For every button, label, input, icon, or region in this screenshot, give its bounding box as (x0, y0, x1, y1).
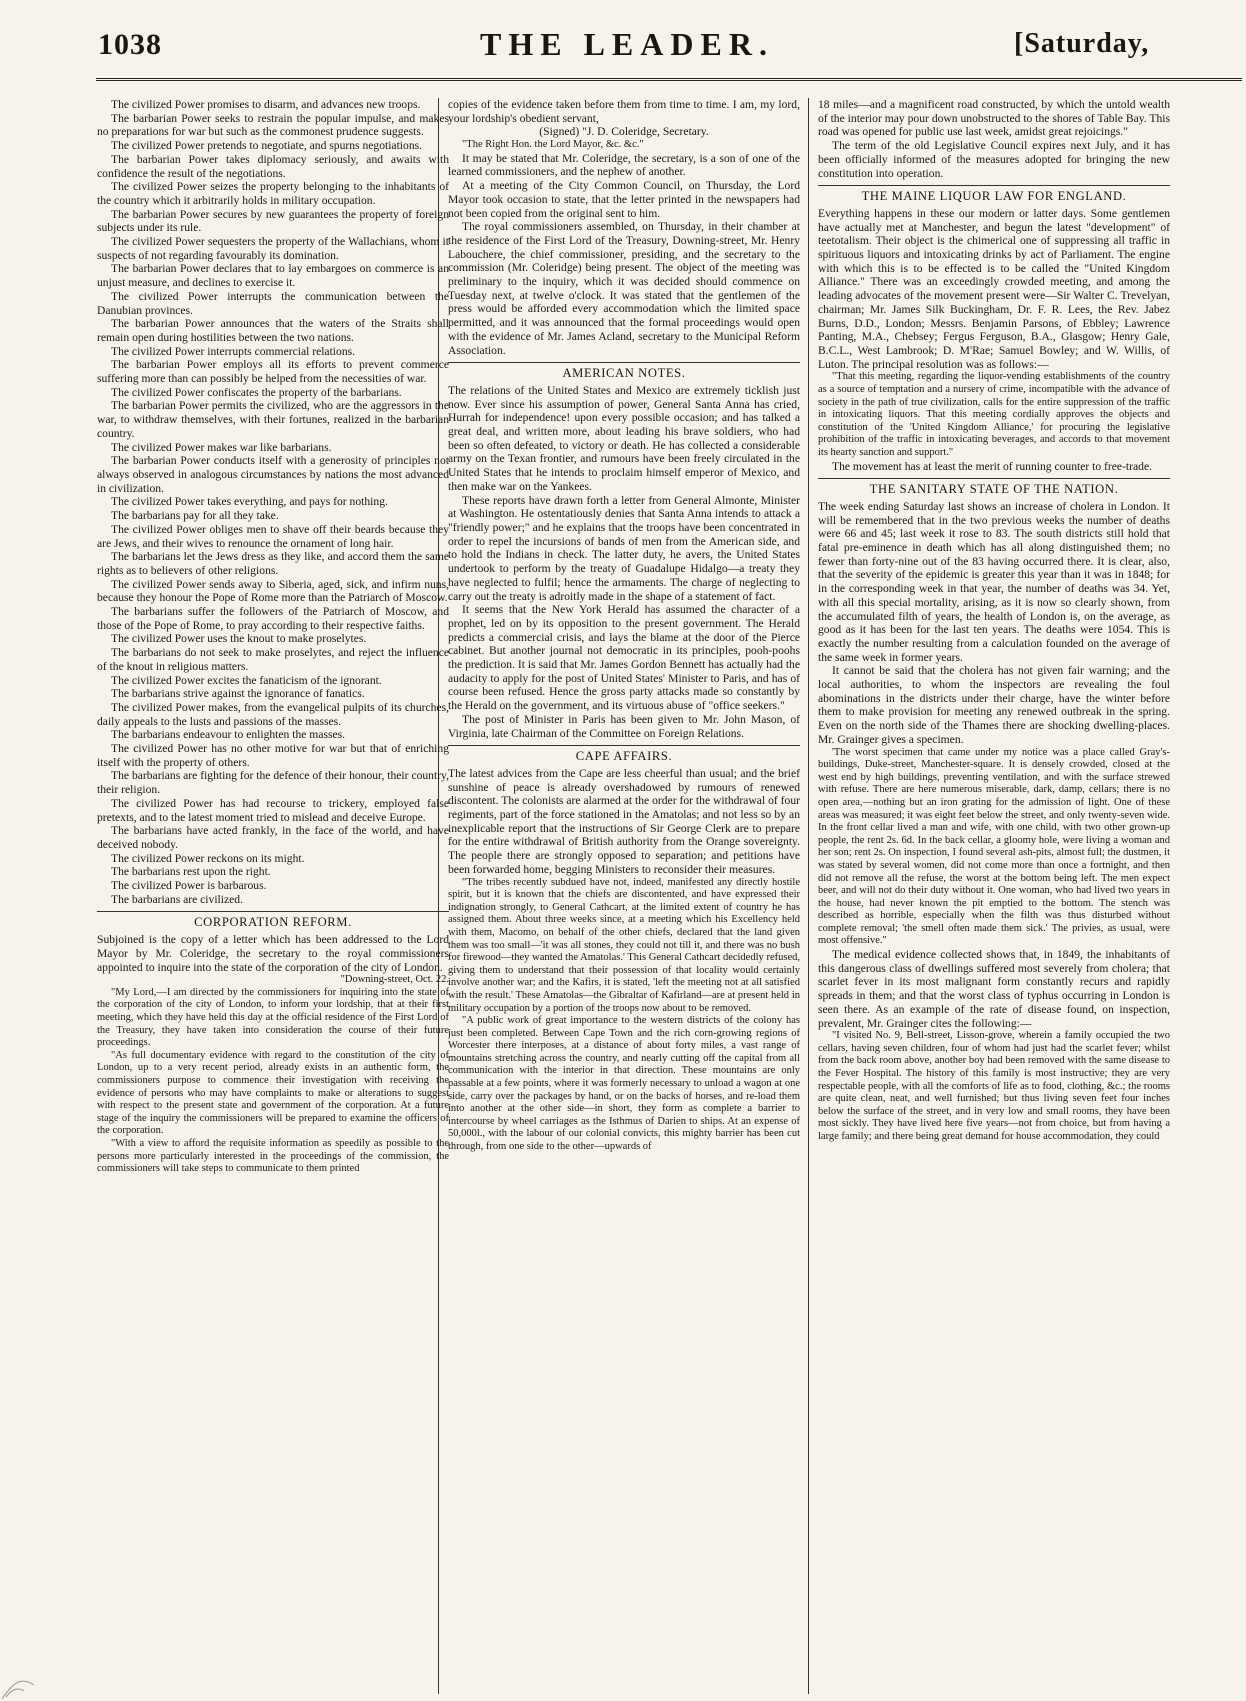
page-number: 1038 (98, 28, 162, 61)
paragraph: The civilized Power has no other motive for war but that of enriching itself with the property of others. (97, 742, 449, 769)
paragraph: It may be stated that Mr. Coleridge, the secretary, is a son of one of the learned commissioners, and the nephew of another. (448, 151, 800, 179)
section-heading-american-notes: AMERICAN NOTES. (448, 362, 800, 381)
masthead (0, 0, 1246, 90)
paragraph: The civilized Power pretends to negotiate, and spurns negotiations. (111, 139, 423, 153)
paragraph: The civilized Power sequesters the property of the Wallachians, whom it suspects of not regarding favourably its domination. (97, 235, 449, 262)
paragraph: The civilized Power interrupts commercial relations. (111, 344, 356, 358)
paragraph: The civilized Power reckons on its might. (111, 851, 305, 865)
paragraph: It seems that the New York Herald has assumed the character of a prophet, led on by its opposition to the present government. The Herald predicts a commercial crisis, and lays the blame at the door of the Pierce cabinet. But another journal not democratic in its principles, pooh-poohs the prediction. It is said that Mr. James Gordon Bennett has actually had the audacity to apply for the post of United States' Minister to Paris, and has of course been refused. Hence the gross party attacks made so constantly by the Herald on the government, and its virtuous abuse of "office seekers." (448, 603, 800, 713)
paragraph: The barbarian Power takes diplomacy seriously, and awaits with confidence the result of the negotiations. (97, 152, 449, 180)
margin-ornament (0, 1641, 60, 1701)
paragraph: The barbarians let the Jews dress as they like, and accord them the same rights as to believers of other religions. (97, 550, 449, 577)
letter-addressee: "The Right Hon. the Lord Mayor, &c. &c." (462, 139, 644, 151)
column-3 (818, 98, 1170, 1694)
paragraph: The royal commissioners assembled, on Thursday, in their chamber at the residence of the First Lord of the Treasury, Downing-street, Mr. Henry Labouchere, the chief commissioner, presiding, and the secretary to the commission (Mr. Coleridge) being present. The object of the meeting was preliminary to the inquiry, which it was decided should commence on Tuesday next, at twelve o'clock. It was stated that the gentlemen of the press would be afforded every accommodation which the limited space permitted, and it was announced that the formal proceedings would open with the evidence of Mr. James Acland, secretary to the Municipal Reform Association. (448, 220, 800, 357)
paragraph: The civilized Power makes war like barbarians. (111, 440, 332, 454)
quoted-paragraph: "That this meeting, regarding the liquor-vending establishments of the country as a source of temptation and a nursery of crime, incompatible with the advance of society in the path of true civilization, calls for the entire suppression of the traffic in intoxicating liquors. That this meeting cordially approves the objects and constitution of the 'United Kingdom Alliance,' for procuring the legislative prohibition of the traffic in intoxicating beverages, and accords to that movement its hearty sanction and support." (818, 371, 1170, 458)
section-heading-sanitary-state: THE SANITARY STATE OF THE NATION. (818, 478, 1170, 497)
paragraph: The civilized Power promises to disarm, and advances new troops. (111, 98, 421, 111)
paragraph: The movement has at least the merit of running counter to free-trade. (832, 459, 1152, 473)
paragraph: The civilized Power excites the fanaticism of the ignorant. (111, 673, 382, 687)
paragraph: The civilized Power confiscates the property of the barbarians. (111, 385, 402, 399)
paragraph: The week ending Saturday last shows an increase of cholera in London. It will be remembered that in the two previous weeks the number of deaths were 66 and 45; last week it rose to 83. The south districts still hold that fatal pre-eminence in death which has all along distinguished them; no fewer than forty-nine out of the 83 having occurred there. It is clear, also, that the severity of the epidemic is greater this year than it was in 1848; for in the corresponding week in that year, the number of deaths was 34. Yet, with all this special mortality, arising, as it is now so clearly shown, from the accumulated filth of years, the health of London is, on the average, as good as it has been for the last ten years. The deaths were 1054. This is exactly the number resulting from a calculation founded on the average of the same week in former years. (818, 499, 1170, 664)
paragraph: The civilized Power obliges men to shave off their beards because they are Jews, and their wives to renounce the ornament of long hair. (97, 522, 449, 550)
letter-signature: (Signed) "J. D. Coleridge, Secretary. (539, 125, 709, 139)
paragraph: The term of the old Legislative Council expires next July, and it has been officially informed of the measures adopted for bringing the new constitution into operation. (818, 139, 1170, 180)
paragraph: The civilized Power makes, from the evangelical pulpits of its churches, daily appeals to the lusts and passions of the masses. (97, 700, 449, 728)
paragraph: The latest advices from the Cape are less cheerful than usual; and the brief sunshine of peace is already overshadowed by rumours of renewed discontent. The colonists are alarmed at the order for the withdrawal of four regiments, part of the force stationed in the Amatolas; and not less so by an inexplicable report that the instructions of Sir George Clerk are to prepare for the entire withdrawal of British authority from the Orange sovereignty. The people there are strongly opposed to separation; and petitions have been forwarded home, begging Ministers to reconsider their measures. (448, 766, 800, 876)
quoted-paragraph: "The tribes recently subdued have not, indeed, manifested any directly hostile spirit, but it is known that the chiefs are discontented, and have expressed their indignation strongly, to General Cathcart, at the limited extent of country he has assigned them. About three weeks since, at a meeting which his Excellency held with them, Macomo, on behalf of the other chiefs, declared that the land given them was too small—'it was all stones, they could not till it, and there was no bush for firewood—they wanted the Amatolas.' This General Cathcart decidedly refused, giving them to understand that their possession of that locality would certainly involve another war; and the Kafirs, it is stated, 'left the meeting not at all satisfied with the result.' These Amatolas—the Gibraltar of Kafirland—are at present held in military occupation by a portion of the troops now about to be removed. (448, 876, 800, 1014)
paragraph: The relations of the United States and Mexico are extremely ticklish just now. Ever since his assumption of power, General Santa Anna has cried, Hurrah for independence! upon every possible occasion; and has talked a great deal, and written more, about leading his brave soldiers, who had been so often defeated, to victory or death. He has collected a considerable army on the Texan frontier, and rumours have been freely circulated in the United States that he intends to proclaim himself emperor of Mexico, and then make war on the Yankees. (448, 383, 800, 493)
paragraph: The barbarian Power seeks to restrain the popular impulse, and makes no preparations for war but such as the commonest prudence suggests. (97, 111, 449, 139)
paragraph: The barbarian Power announces that the waters of the Straits shall remain open during hostilities between the two nations. (97, 317, 449, 344)
issue-day: [Saturday, (1014, 28, 1150, 59)
column-2 (448, 98, 800, 1694)
paragraph: 18 miles—and a magnificent road constructed, by which the untold wealth of the interior may pour down unobstructed to the shores of Table Bay. This road was opened for public use last week, amidst great rejoicings." (818, 98, 1170, 139)
paragraph: The barbarians do not seek to make proselytes, and reject the influence of the knout in religious matters. (97, 646, 449, 673)
paragraph: It cannot be said that the cholera has not given fair warning; and the local authorities, to whom the inspectors are revealing the foul abominations in the districts under their charge, have the winter before them to make provision for meeting any renewed outbreak in the spring. Even on the north side of the Thames there are shocking dwelling-places. Mr. Grainger gives a specimen. (818, 664, 1170, 746)
paragraph: The barbarians suffer the followers of the Patriarch of Moscow, and those of the Pope of Rome, to pray according to their respective faiths. (97, 605, 449, 632)
paragraph: The barbarians are civilized. (111, 892, 243, 906)
paragraph: The barbarians have acted frankly, in the face of the world, and have deceived nobody. (97, 824, 449, 851)
section-heading-cape-affairs: CAPE AFFAIRS. (448, 745, 800, 764)
column-divider (808, 98, 809, 1694)
section-heading-corporation-reform: CORPORATION REFORM. (97, 911, 449, 930)
paragraph: The barbarian Power conducts itself with a generosity of principles not always observed in analogous circumstances by nations the most advanced in civilization. (97, 454, 449, 495)
letter-paragraph: "My Lord,—I am directed by the commissioners for inquiring into the state of the corporation of the city of London, to inform your lordship, that at their first meeting, which they have held this day at the official residence of the First Lord of the Treasury, they have taken into consideration the course of their future proceedings. (97, 986, 449, 1049)
paragraph: The barbarians are fighting for the defence of their honour, their country, their religion. (97, 769, 449, 797)
paragraph: Everything happens in these our modern or latter days. Some gentlemen have actually met at Manchester, and begun the latest "development" of teetotalism. Their object is the chimerical one of suppressing all traffic in spirituous liquors and intoxicating drinks by act of Parliament. The engine with which this is to be effected is to be called the "United Kingdom Alliance." There was an exceedingly crowded meeting, and among the leading advocates of the movement present were—Sir Walter C. Trevelyan, chairman; Mr. James Silk Buckingham, Dr. F. R. Lees, the Rev. Jabez Burns, D.D., London; Messrs. Benjamin Parsons, of Ebbley; Lawrence Panting, M.A., Chebsey; Fergus Ferguson, B.A., Glasgow; Henry Gale, B.C.L., West Lambrook; D. M'Rae; Samuel Bowley; and W. Willis, of Luton. The principal resolution was as follows:— (818, 206, 1170, 371)
paragraph: The barbarian Power employs all its efforts to prevent commerce suffering more than can possibly be helped from the necessities of war. (97, 358, 449, 386)
paragraph: These reports have drawn forth a letter from General Almonte, Minister at Washington. He ostentatiously denies that Santa Anna intends to attack a "friendly power;" and he explains that the troops have been concentrated in order to repel the incursions of bands of men from the American side, and to hold the Indians in check. The latter duty, he avers, the United States undertook to perform by the treaty of Guadalupe Hidalgo—a treaty they have neglected to fulfil; hence the armaments. The charge of neglecting to carry out the treaty is adroitly made in the shape of a statement of fact. (448, 493, 800, 603)
paragraph: The civilized Power seizes the property belonging to the inhabitants of the country which it arbitrarily holds in military occupation. (97, 180, 449, 207)
paragraph: The civilized Power has had recourse to trickery, employed false pretexts, and to the latest moment tried to mislead and deceive Europe. (97, 796, 449, 824)
letter-paragraph: "With a view to afford the requisite information as speedily as possible to the persons more particularly interested in the proceedings of the commission, the commissioners will take steps to communicate to them printed (97, 1138, 449, 1175)
paragraph: The civilized Power takes everything, and pays for nothing. (111, 495, 388, 509)
paragraph: The civilized Power uses the knout to make proselytes. (111, 632, 367, 646)
paragraph: The barbarian Power declares that to lay embargoes on commerce is an unjust measure, and declines to exercise it. (97, 262, 449, 290)
paragraph: The barbarian Power permits the civilized, who are the aggressors in the war, to withdraw themselves, with their fortunes, realized in the barbarian country. (97, 399, 449, 440)
paragraph: The barbarians pay for all they take. (111, 509, 279, 523)
paragraph: The barbarians endeavour to enlighten the masses. (111, 728, 346, 742)
paragraph: copies of the evidence taken before them from time to time. I am, my lord, your lordship's obedient servant, (448, 98, 800, 125)
quoted-paragraph: 'The worst specimen that came under my notice was a place called Gray's-buildings, Duke-street, Manchester-square. It is densely crowded, closed at the west end by high buildings, preventing ventilation, and with the surface strewed with refuse. There are here numerous miserable, dark, damp, cellars; there is no open area,—nothing but an iron grating for the admission of light. One of these areas was measured; it was eight feet below the street, and only twenty-seven wide. In the front cellar lived a man and wife, with one child, with two other grown-up people, the rent 2s. 6d. In the back cellar, a gloomy hole, were living a woman and her son; rent 2s. On inspection, I found several ash-pits, almost full; the dustmen, it was stated by several women, did not come more than once a fortnight, and then did not remove all the refuse, the worst at the bottom being left. The men expect beer, and will not do their duty without it. One woman, who had lived two years in the house, had never known the pit emptied to the bottom. The stench was described as horrible, especially when the filth was thus disturbed without complete removal; 'the smell often made them sick.' The privies, as usual, were most offensive." (818, 746, 1170, 947)
paragraph: The medical evidence collected shows that, in 1849, the inhabitants of this dangerous class of dwellings suffered most severely from cholera; that scarlet fever in its most malignant form constantly recurs and rapidly spreads in them; and that the worst class of typhus occurring in London is seen there. As an example of the rate of disease found, on inspection, prevalent, Mr. Grainger cites the following:— (818, 948, 1170, 1030)
paragraph: The post of Minister in Paris has been given to Mr. John Mason, of Virginia, late Chairman of the Committee on Foreign Relations. (448, 712, 800, 740)
paragraph: The barbarians rest upon the right. (111, 865, 271, 879)
paragraph: The civilized Power is barbarous. (111, 879, 267, 893)
newspaper-title: THE LEADER. (480, 26, 774, 62)
paragraph: At a meeting of the City Common Council, on Thursday, the Lord Mayor took occasion to state, that the letter printed in the newspapers had not been copied from the original sent to him. (448, 179, 800, 220)
paragraph: Subjoined is the copy of a letter which has been addressed to the Lord Mayor by Mr. Coleridge, the secretary to the royal commissioners appointed to inquire into the state of the corporation of the city of London. (97, 933, 449, 974)
section-heading-maine-liquor-law: THE MAINE LIQUOR LAW FOR ENGLAND. (818, 185, 1170, 204)
paragraph: The civilized Power interrupts the communication between the Danubian provinces. (97, 289, 449, 317)
paragraph: The barbarian Power secures by new guarantees the property of foreign subjects under its rule. (97, 207, 449, 235)
letter-paragraph: "As full documentary evidence with regard to the constitution of the city of London, up to a very recent period, already exists in an authentic form, the commissioners purpose to commence their investigation with receiving the evidence of persons who may have complaints to make or alterations to suggest with respect to the present state and government of the corporation. At a future stage of the inquiry the commissioners will be prepared to examine the officers of the corporation. (97, 1049, 449, 1137)
header-rule (96, 78, 1242, 81)
column-1 (97, 98, 449, 1694)
letter-dateline: "Downing-street, Oct. 22. (340, 974, 449, 986)
paragraph: The barbarians strive against the ignorance of fanatics. (111, 687, 365, 701)
paragraph: The civilized Power sends away to Siberia, aged, sick, and infirm nuns, because they honour the Pope of Rome more than the Patriarch of Moscow. (97, 577, 449, 605)
quoted-paragraph: "I visited No. 9, Bell-street, Lisson-grove, wherein a family occupied the two cellars, having seven children, four of whom had just had the scarlet fever; whilst from the back room above, another boy had been removed with the same disease to the Fever Hospital. The history of this family is most instructive; they are very respectable people, with all the comforts of life as to food, clothing, &c.; the rooms are quite clean, neat, and well furnished; but thus living seven feet four inches below the surface of the street, and in very low and small rooms, they have been most sickly. They have lived here five years—not from choice, but from having a large family; and there being great demand for house accommodation, they could (818, 1030, 1170, 1143)
quoted-paragraph: "A public work of great importance to the western districts of the colony has just been completed. Between Cape Town and the rich corn-growing regions of Worcester there interposes, at a distance of about forty miles, a vast range of mountains stretching across the country, and nearly cutting off the capital from all communication with the interior in that direction. These mountains are only passable at a few points, where it was formerly necessary to unload a wagon at one side, carry over the packages by hand, or on the backs of horses, and re-load them into another at the other side—in short, they form as complete a barrier to intercourse by wheel carriages as the Isthmus of Darien to ships. At an expense of 50,000l., with the labour of our colonial convicts, this mighty barrier has been cut through, from one side to the other—upwards of (448, 1015, 800, 1153)
